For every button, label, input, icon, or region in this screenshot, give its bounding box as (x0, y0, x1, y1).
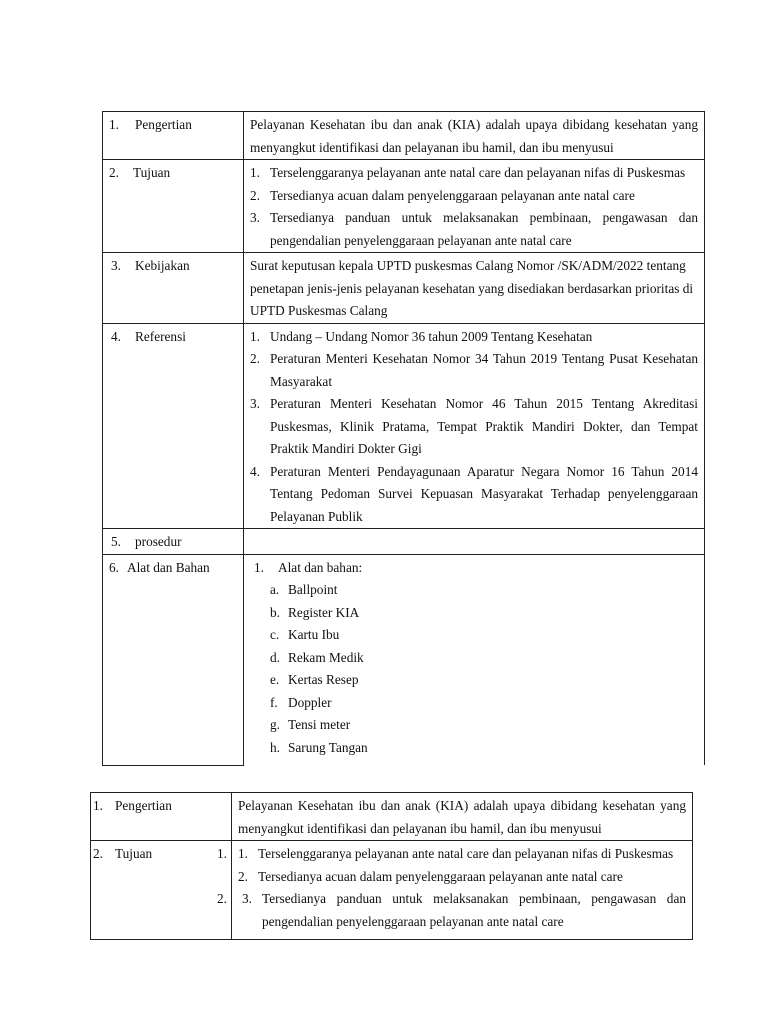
label-cell (103, 529, 244, 555)
stray-number: 1. (217, 846, 227, 861)
label-cell (103, 112, 244, 160)
row-referensi (103, 323, 705, 529)
list-item: c. Kartu Ibu (270, 627, 340, 642)
list-item: 2. Peraturan Menteri Kesehatan Nomor 34 Tahun 2019 Tentang Pusat Kesehatan Masyarakat (250, 351, 698, 389)
content-cell (244, 112, 705, 160)
row-pengertian (91, 793, 693, 841)
list-item: a. Ballpoint (270, 582, 338, 597)
content-cell (244, 253, 705, 324)
row-label: Referensi (135, 328, 186, 344)
list-item: 4. Peraturan Menteri Pendayagunaan Aparatur Negara Nomor 16 Tahun 2014 Tentang Pedoman Survei Kepuasan Masyarakat Terhadap penyelenggaraan Pelayanan Publik (250, 463, 698, 524)
list-heading: 1. Alat dan bahan: (254, 559, 363, 575)
list-item: 1. Terselenggaranya pelayanan ante natal care dan pelayanan nifas di Puskesmas (250, 165, 686, 180)
row-kebijakan (103, 253, 705, 324)
list-item: d. Rekam Medik (270, 649, 364, 665)
sop-table-page-1 (102, 111, 705, 766)
row-number: 2. (109, 165, 119, 180)
sop-table-page-2 (90, 792, 693, 940)
stray-number: 2. (217, 891, 227, 906)
pengertian-text: Pelayanan Kesehatan ibu dan anak (KIA) adalah upaya dibidang kesehatan yang menyangkut identifikasi dan pelayanan ibu hamil, dan ibu menyusui (238, 798, 686, 836)
label-cell (103, 160, 244, 253)
list-item: e. Kertas Resep (270, 672, 359, 687)
row-number: 6. (109, 559, 119, 575)
content-cell (244, 554, 705, 765)
content-cell (244, 323, 705, 529)
content-cell (232, 793, 693, 841)
label-cell (103, 323, 244, 529)
list-item: b. Register KIA (270, 604, 360, 620)
list-item: g. Tensi meter (270, 717, 351, 732)
row-label: Tujuan (115, 846, 153, 861)
row-number: 1. (93, 798, 103, 813)
row-alat-dan-bahan (103, 554, 705, 765)
row-pengertian (103, 112, 705, 160)
row-tujuan (91, 841, 693, 940)
list-item: h. Sarung Tangan (270, 739, 368, 755)
row-label: prosedur (135, 534, 182, 549)
list-item: 2. Tersedianya acuan dalam penyelenggaraan pelayanan ante natal care (238, 868, 623, 884)
content-cell-empty (244, 529, 705, 555)
row-number: 3. (111, 258, 121, 273)
row-number: 1. (109, 117, 119, 132)
kebijakan-text: Surat keputusan kepala UPTD puskesmas Calang Nomor /SK/ADM/2022 tentang penetapan jenis-jenis pelayanan kesehatan yang disediakan berdasarkan prioritas di UPTD Puskesmas Calang (250, 258, 694, 318)
row-label: Alat dan Bahan (127, 559, 210, 575)
label-cell (103, 554, 244, 765)
list-item: f. Doppler (270, 694, 332, 710)
row-label: Pengertian (135, 117, 192, 132)
list-item: 3. Tersedianya panduan untuk melaksanakan pembinaan, pengawasan dan pengendalian penyelenggaraan pelayanan ante natal care (250, 210, 698, 248)
list-item: 3. Peraturan Menteri Kesehatan Nomor 46 Tahun 2015 Tentang Akreditasi Puskesmas, Klinik Pratama, Tempat Praktik Mandiri Dokter, dan Tempat Praktik Mandiri Dokter Gigi (250, 396, 698, 456)
list-item: 1. Terselenggaranya pelayanan ante natal care dan pelayanan nifas di Puskesmas (238, 846, 674, 861)
list-item: 2. Tersedianya acuan dalam penyelenggaraan pelayanan ante natal care (250, 187, 635, 203)
row-tujuan (103, 160, 705, 253)
row-number: 5. (111, 534, 121, 549)
list-item: 1. Undang – Undang Nomor 36 tahun 2009 Tentang Kesehatan (250, 328, 593, 344)
row-label: Kebijakan (135, 258, 190, 273)
row-label: Tujuan (133, 165, 171, 180)
label-cell (91, 841, 232, 940)
label-cell (91, 793, 232, 841)
label-cell (103, 253, 244, 324)
content-cell (232, 841, 693, 940)
row-label: Pengertian (115, 798, 172, 813)
row-prosedur (103, 529, 705, 555)
row-number: 4. (111, 328, 121, 344)
pengertian-text: Pelayanan Kesehatan ibu dan anak (KIA) adalah upaya dibidang kesehatan yang menyangkut identifikasi dan pelayanan ibu hamil, dan ibu menyusui (250, 117, 698, 155)
row-number: 2. (93, 846, 103, 861)
list-item: 3. Tersedianya panduan untuk melaksanakan pembinaan, pengawasan dan pengendalian penyelenggaraan pelayanan ante natal care (242, 891, 686, 929)
content-cell (244, 160, 705, 253)
